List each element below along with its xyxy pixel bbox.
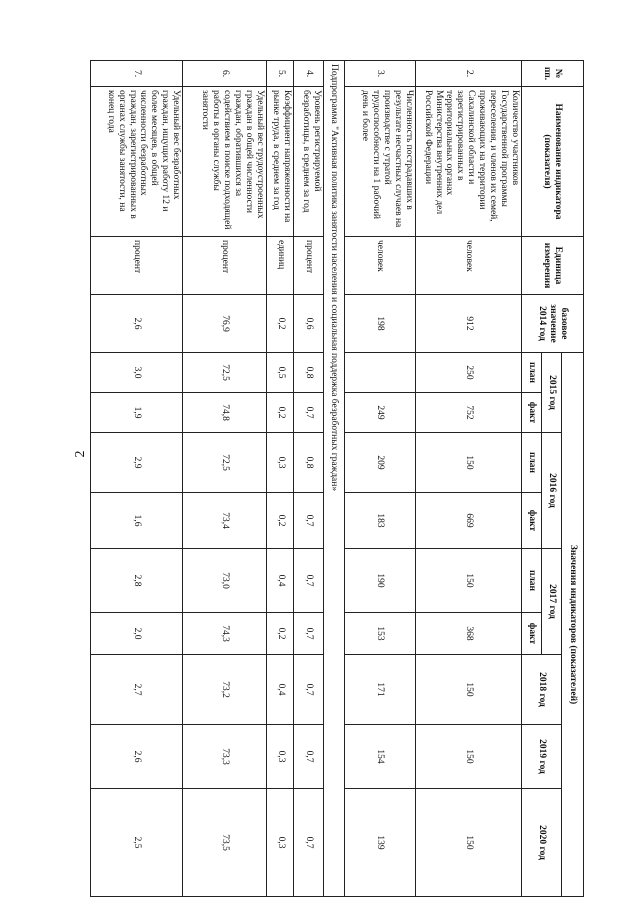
value-2018: 2,7 bbox=[91, 655, 183, 725]
plan-2015: 72,5 bbox=[183, 353, 267, 393]
header-no: № пп. bbox=[522, 61, 584, 87]
row-number: 6. bbox=[183, 61, 267, 87]
value-2019: 154 bbox=[344, 725, 415, 789]
value-2019: 0,3 bbox=[267, 725, 294, 789]
rotated-table-container bbox=[90, 60, 584, 896]
unit-cell: человек bbox=[344, 237, 415, 295]
value-2018: 171 bbox=[344, 655, 415, 725]
page-number: 2 bbox=[73, 450, 88, 458]
indicator-name: Удельный вес трудоустроенных граждан в общей численности граждан, обратившихся за содействием в поиске подходящей работы в органы службы занятости bbox=[183, 87, 267, 237]
fact-2016: 669 bbox=[415, 493, 521, 549]
header-unit: Единица измерения bbox=[522, 237, 584, 295]
table-row bbox=[344, 61, 415, 897]
header-2017: 2017 год bbox=[542, 549, 562, 655]
fact-2015: 0,2 bbox=[267, 393, 294, 433]
plan-2015: 0,5 bbox=[267, 353, 294, 393]
header-2018: 2018 год bbox=[522, 655, 562, 725]
plan-2015 bbox=[344, 353, 415, 393]
plan-2016: 2,9 bbox=[91, 433, 183, 493]
plan-2017: 2,8 bbox=[91, 549, 183, 613]
header-2016: 2016 год bbox=[542, 433, 562, 549]
fact-2017: 368 bbox=[415, 613, 521, 655]
plan-2015: 3,0 bbox=[91, 353, 183, 393]
plan-2016: 0,3 bbox=[267, 433, 294, 493]
plan-2017: 0,7 bbox=[294, 549, 323, 613]
value-2019: 150 bbox=[415, 725, 521, 789]
indicator-name: Количество участников Государственной программы переселения, и членов их семей, проживающих на территории Сахалинской области и зарегистрированных в территориальных органах Министерства внутренних дел Российской Федерации bbox=[415, 87, 521, 237]
indicator-name: Уровень регистрируемой безработицы, в среднем за год bbox=[294, 87, 323, 237]
value-2020: 73,5 bbox=[183, 789, 267, 897]
value-2018: 73,2 bbox=[183, 655, 267, 725]
fact-2016: 183 bbox=[344, 493, 415, 549]
value-2019: 73,3 bbox=[183, 725, 267, 789]
value-2018: 150 bbox=[415, 655, 521, 725]
header-fact: факт bbox=[522, 393, 542, 433]
table-row bbox=[183, 61, 267, 897]
header-values: Значения индикаторов (показателей) bbox=[562, 353, 584, 897]
plan-2017: 150 bbox=[415, 549, 521, 613]
base-value: 0,2 bbox=[267, 295, 294, 353]
header-fact: факт bbox=[522, 493, 542, 549]
value-2019: 0,7 bbox=[294, 725, 323, 789]
header-base: базовое значение 2014 год bbox=[522, 295, 584, 353]
base-value: 76,9 bbox=[183, 295, 267, 353]
value-2020: 139 bbox=[344, 789, 415, 897]
base-value: 2,6 bbox=[91, 295, 183, 353]
indicator-name: Удельный вес безработных граждан, ищущих работу 12 и более месяцев, в общей численности безработных граждан, зарегистрированных в органах службы занятости, на конец года bbox=[91, 87, 183, 237]
fact-2015: 74,8 bbox=[183, 393, 267, 433]
fact-2017: 153 bbox=[344, 613, 415, 655]
plan-2015: 250 bbox=[415, 353, 521, 393]
unit-cell: человек bbox=[415, 237, 521, 295]
table-row bbox=[415, 61, 521, 897]
header-plan: план bbox=[522, 549, 542, 613]
value-2020: 150 bbox=[415, 789, 521, 897]
value-2019: 2,6 bbox=[91, 725, 183, 789]
row-number: 7. bbox=[91, 61, 183, 87]
header-name: Наименование индикатора (показателя) bbox=[522, 87, 584, 237]
subprogram-title: Подпрограмма "Активная политика занятости населения и социальная поддержка безработных граждан» bbox=[323, 61, 344, 897]
row-number: 4. bbox=[294, 61, 323, 87]
table-row bbox=[267, 61, 294, 897]
plan-2017: 73,0 bbox=[183, 549, 267, 613]
value-2020: 0,3 bbox=[267, 789, 294, 897]
table-row bbox=[294, 61, 323, 897]
fact-2015: 249 bbox=[344, 393, 415, 433]
header-2019: 2019 год bbox=[522, 725, 562, 789]
fact-2015: 1,9 bbox=[91, 393, 183, 433]
fact-2016: 0,2 bbox=[267, 493, 294, 549]
unit-cell: процент bbox=[294, 237, 323, 295]
unit-cell: процент bbox=[183, 237, 267, 295]
subprogram-row bbox=[323, 61, 344, 897]
row-number: 5. bbox=[267, 61, 294, 87]
fact-2016: 0,7 bbox=[294, 493, 323, 549]
plan-2016: 72,5 bbox=[183, 433, 267, 493]
fact-2016: 1,6 bbox=[91, 493, 183, 549]
unit-cell: единиц bbox=[267, 237, 294, 295]
base-value: 198 bbox=[344, 295, 415, 353]
plan-2017: 0,4 bbox=[267, 549, 294, 613]
header-2020: 2020 год bbox=[522, 789, 562, 897]
fact-2016: 73,4 bbox=[183, 493, 267, 549]
fact-2017: 74,3 bbox=[183, 613, 267, 655]
plan-2016: 209 bbox=[344, 433, 415, 493]
fact-2017: 0,2 bbox=[267, 613, 294, 655]
table-row bbox=[91, 61, 183, 897]
header-fact: факт bbox=[522, 613, 542, 655]
header-2015: 2015 год bbox=[542, 353, 562, 433]
fact-2015: 752 bbox=[415, 393, 521, 433]
plan-2016: 150 bbox=[415, 433, 521, 493]
fact-2015: 0,7 bbox=[294, 393, 323, 433]
value-2018: 0,4 bbox=[267, 655, 294, 725]
indicator-name: Коэффициент напряженности на рынке труда, в среднем за год bbox=[267, 87, 294, 237]
value-2018: 0,7 bbox=[294, 655, 323, 725]
indicator-name: Численность пострадавших в результате несчастных случаев на производстве с утратой трудоспособности на 1 рабочий день и более bbox=[344, 87, 415, 237]
header-plan: план bbox=[522, 433, 542, 493]
value-2020: 2,5 bbox=[91, 789, 183, 897]
indicators-table bbox=[90, 60, 584, 897]
plan-2016: 0,8 bbox=[294, 433, 323, 493]
base-value: 0,6 bbox=[294, 295, 323, 353]
value-2020: 0,7 bbox=[294, 789, 323, 897]
fact-2017: 0,7 bbox=[294, 613, 323, 655]
row-number: 3. bbox=[344, 61, 415, 87]
plan-2015: 0,8 bbox=[294, 353, 323, 393]
fact-2017: 2,0 bbox=[91, 613, 183, 655]
header-plan: план bbox=[522, 353, 542, 393]
base-value: 912 bbox=[415, 295, 521, 353]
unit-cell: процент bbox=[91, 237, 183, 295]
plan-2017: 190 bbox=[344, 549, 415, 613]
row-number: 2. bbox=[415, 61, 521, 87]
